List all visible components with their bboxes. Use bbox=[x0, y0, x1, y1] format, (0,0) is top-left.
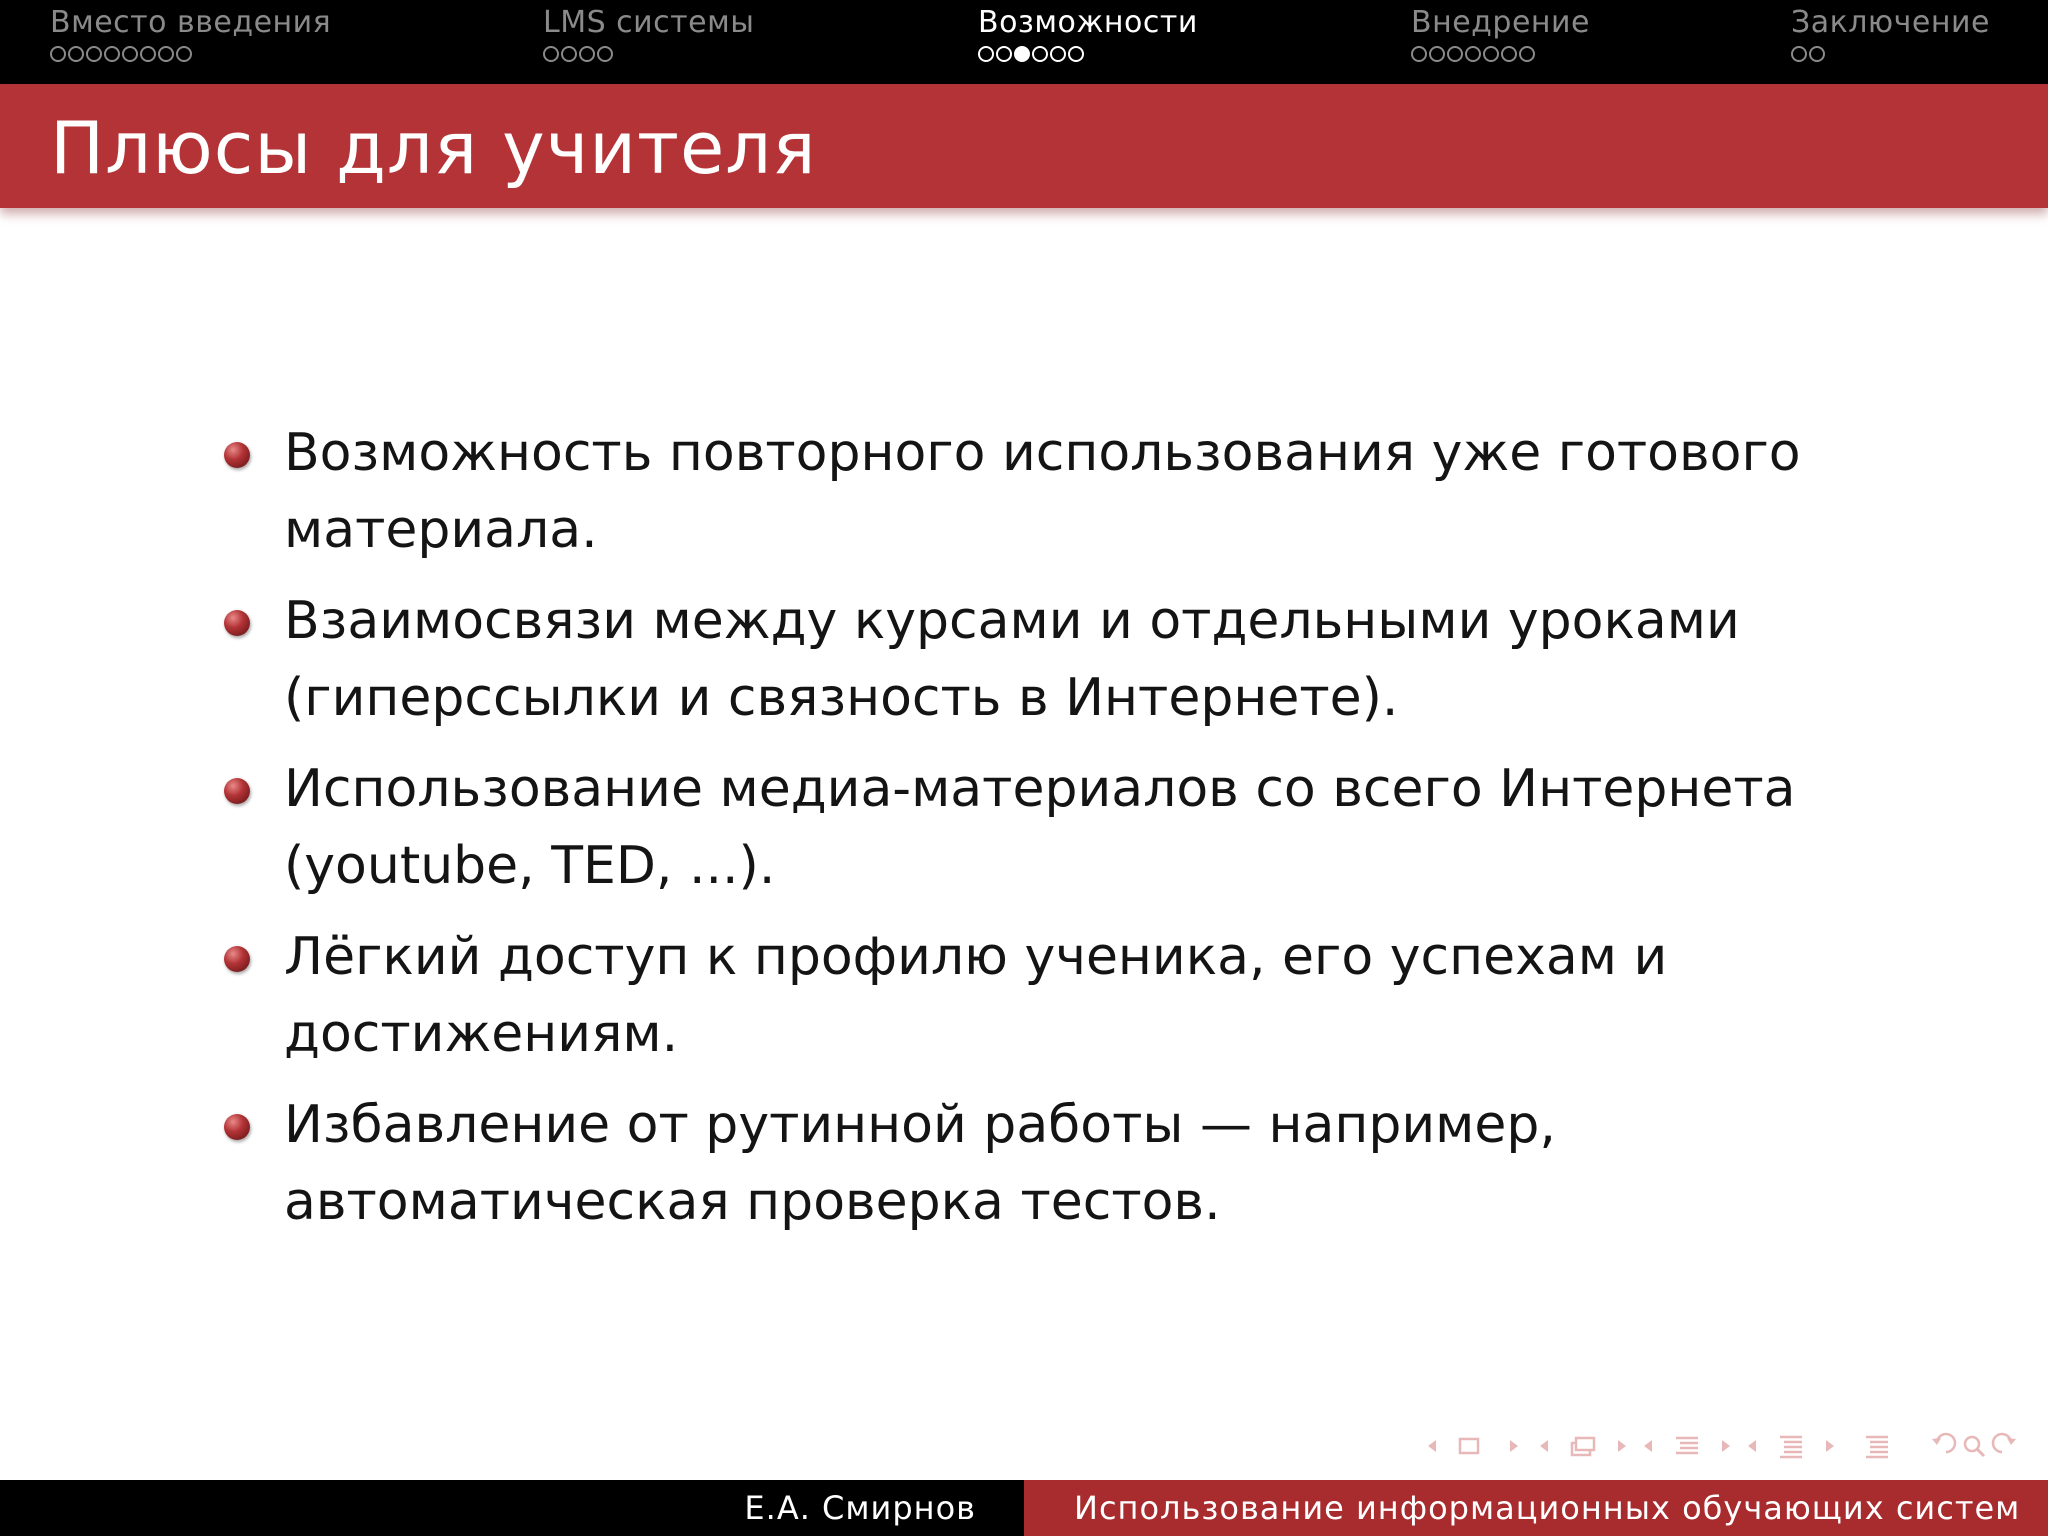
search-nav bbox=[1924, 1430, 2024, 1462]
navigation-symbols bbox=[1424, 1430, 2024, 1462]
document-nav bbox=[1850, 1432, 1910, 1460]
frame-nav-icon[interactable] bbox=[1424, 1432, 1524, 1460]
frame-dot[interactable] bbox=[1519, 46, 1535, 62]
footer bbox=[0, 1480, 2048, 1536]
frame-dot[interactable] bbox=[996, 46, 1012, 62]
nav-section-label[interactable]: LMS системы bbox=[543, 5, 755, 40]
nav-section-label[interactable]: Возможности bbox=[978, 5, 1198, 40]
frame-dot[interactable] bbox=[1447, 46, 1463, 62]
list-item bbox=[220, 751, 1840, 905]
section-nav-icon[interactable] bbox=[1642, 1432, 1732, 1460]
frame-dot[interactable] bbox=[158, 46, 174, 62]
nav-section-label[interactable]: Заключение bbox=[1791, 5, 1990, 40]
list-item bbox=[220, 415, 1840, 569]
list-item bbox=[220, 583, 1840, 737]
list-item-text: Возможность повторного использования уже готового материала. bbox=[284, 423, 1801, 560]
nav-dots bbox=[1411, 46, 1590, 62]
frame-dot[interactable] bbox=[1068, 46, 1084, 62]
subsection-nav-icon[interactable] bbox=[1538, 1432, 1628, 1460]
bullet-ball-icon bbox=[224, 1114, 250, 1140]
subsection-list-nav bbox=[1746, 1432, 1836, 1460]
frame-dot[interactable] bbox=[978, 46, 994, 62]
frame-dot[interactable] bbox=[579, 46, 595, 62]
nav-section-intro[interactable] bbox=[50, 4, 331, 62]
frame-dot[interactable] bbox=[561, 46, 577, 62]
frame-nav bbox=[1424, 1432, 1524, 1460]
frame-dot[interactable] bbox=[543, 46, 559, 62]
subsection-list-nav-icon[interactable] bbox=[1746, 1432, 1836, 1460]
nav-section-features[interactable] bbox=[978, 4, 1198, 62]
frame-dot[interactable] bbox=[1465, 46, 1481, 62]
bullet-ball-icon bbox=[224, 946, 250, 972]
bullet-list bbox=[220, 415, 1840, 1255]
nav-section-label[interactable]: Внедрение bbox=[1411, 5, 1590, 40]
list-item-text: Избавление от рутинной работы — например, автоматическая проверка тестов. bbox=[284, 1095, 1556, 1232]
frame-dot[interactable] bbox=[1050, 46, 1066, 62]
frame-dot[interactable] bbox=[1809, 46, 1825, 62]
frame-dot[interactable] bbox=[176, 46, 192, 62]
frame-dot[interactable] bbox=[1483, 46, 1499, 62]
frame-dot[interactable] bbox=[1791, 46, 1807, 62]
frame-dot[interactable] bbox=[1501, 46, 1517, 62]
nav-dots bbox=[978, 46, 1198, 62]
nav-dots bbox=[543, 46, 754, 62]
footer-title: Использование информационных обучающих систем bbox=[1024, 1480, 2048, 1536]
frame-dot[interactable] bbox=[597, 46, 613, 62]
align-icon[interactable] bbox=[1850, 1432, 1910, 1460]
section-nav bbox=[1642, 1432, 1732, 1460]
nav-section-lms[interactable] bbox=[543, 4, 754, 62]
frame-dot[interactable] bbox=[86, 46, 102, 62]
frame-dot[interactable] bbox=[1032, 46, 1048, 62]
frame-dot[interactable] bbox=[104, 46, 120, 62]
nav-section-label[interactable]: Вместо введения bbox=[50, 5, 332, 40]
nav-dots bbox=[1791, 46, 1990, 62]
nav-section-conclusion[interactable] bbox=[1791, 4, 1990, 62]
list-item bbox=[220, 919, 1840, 1073]
bullet-ball-icon bbox=[224, 778, 250, 804]
bullet-ball-icon bbox=[224, 610, 250, 636]
frame-dot[interactable] bbox=[140, 46, 156, 62]
frame-dot[interactable] bbox=[122, 46, 138, 62]
list-item-text: Лёгкий доступ к профилю ученика, его успехам и достижениям. bbox=[284, 927, 1668, 1064]
nav-section-implementation[interactable] bbox=[1411, 4, 1590, 62]
frame-dot[interactable] bbox=[1429, 46, 1445, 62]
frame-dot[interactable] bbox=[1411, 46, 1427, 62]
frame-dot[interactable] bbox=[50, 46, 66, 62]
current-frame-dot[interactable] bbox=[1014, 46, 1030, 62]
subsection-nav bbox=[1538, 1432, 1628, 1460]
frame-dot[interactable] bbox=[68, 46, 84, 62]
frame-title: Плюсы для учителя bbox=[50, 106, 817, 190]
undo-search-redo-icon[interactable] bbox=[1924, 1430, 2024, 1462]
bullet-ball-icon bbox=[224, 442, 250, 468]
frame-title-bar bbox=[0, 84, 2048, 208]
list-item bbox=[220, 1087, 1840, 1241]
list-item-text: Взаимосвязи между курсами и отдельными уроками (гиперссылки и связность в Интернете). bbox=[284, 591, 1740, 728]
list-item-text: Использование медиа-материалов со всего Интернета (youtube, TED, ...). bbox=[284, 759, 1796, 896]
footer-author: Е.А. Смирнов bbox=[0, 1480, 1024, 1536]
nav-dots bbox=[50, 46, 331, 62]
section-navigation bbox=[0, 0, 2048, 84]
